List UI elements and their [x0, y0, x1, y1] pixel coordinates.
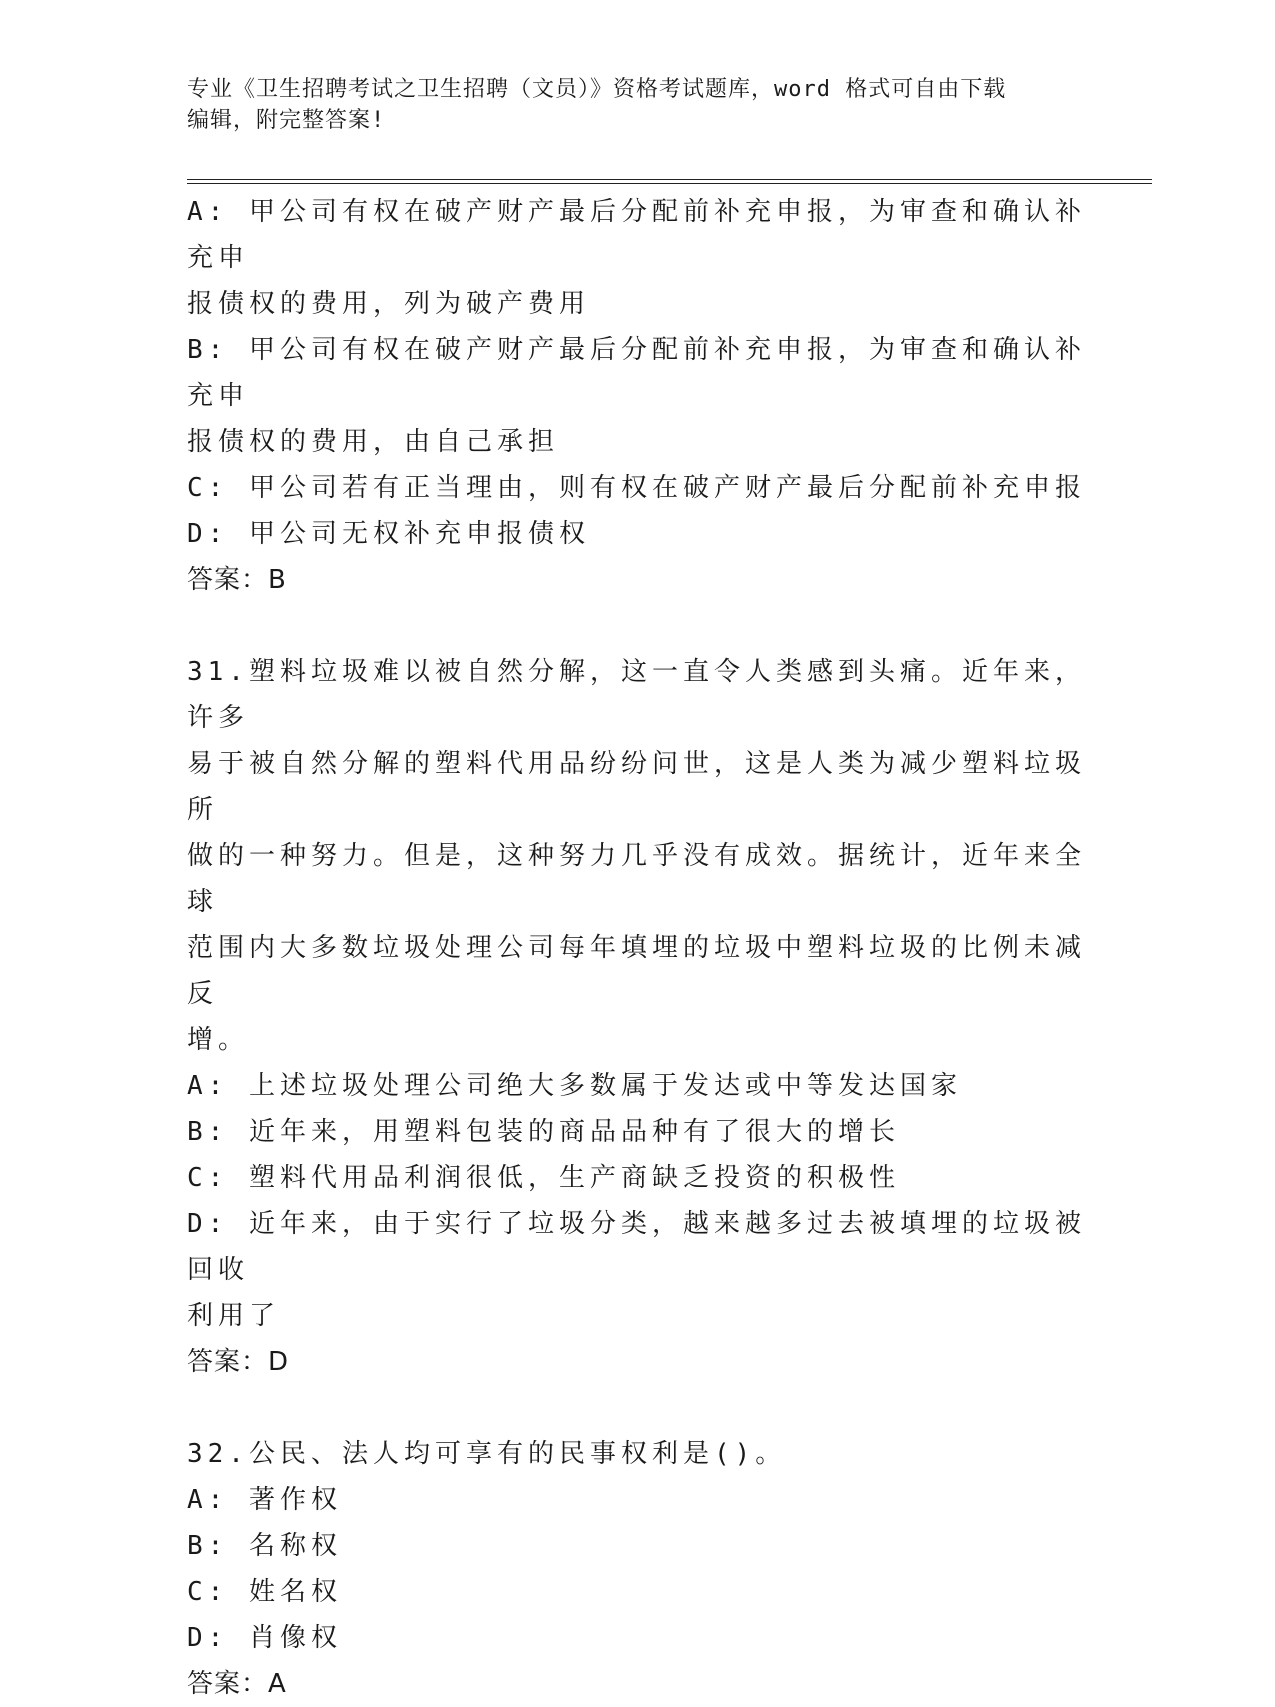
q31-option-d-line-2: 利用了 [187, 1301, 281, 1331]
question-spacer [187, 1385, 1087, 1431]
q31-stem-line-5: 增。 [187, 1025, 250, 1055]
q30-answer: 答案：B [187, 565, 287, 595]
q32-option-d: D: 肖像权 [187, 1623, 342, 1653]
q30-option-a-line-1: A: 甲公司有权在破产财产最后分配前补充申报，为审查和确认补充申 [187, 197, 1086, 273]
header-divider-bottom [187, 183, 1152, 184]
q32-stem: 32.公民、法人均可享有的民事权利是()。 [187, 1439, 787, 1469]
q30-option-b-line-1: B: 甲公司有权在破产财产最后分配前补充申报，为审查和确认补充申 [187, 335, 1086, 411]
q30-option-d: D: 甲公司无权补充申报债权 [187, 519, 590, 549]
q31-stem-line-3: 做的一种努力。但是，这种努力几乎没有成效。据统计，近年来全球 [187, 841, 1087, 917]
q32-option-a: A: 著作权 [187, 1485, 342, 1515]
q31-stem-line-2: 易于被自然分解的塑料代用品纷纷问世，这是人类为减少塑料垃圾所 [187, 749, 1087, 825]
q31-option-d-line-1: D: 近年来，由于实行了垃圾分类，越来越多过去被填埋的垃圾被回收 [187, 1209, 1086, 1285]
q31-option-a: A: 上述垃圾处理公司绝大多数属于发达或中等发达国家 [187, 1071, 962, 1101]
header-line-1: 专业《卫生招聘考试之卫生招聘（文员）》资格考试题库，word 格式可自由下载 [187, 77, 1007, 102]
q30-option-c: C: 甲公司若有正当理由，则有权在破产财产最后分配前补充申报 [187, 473, 1086, 503]
header-divider-top [187, 179, 1152, 180]
q31-option-b: B: 近年来，用塑料包装的商品品种有了很大的增长 [187, 1117, 900, 1147]
q30-option-a-line-2: 报债权的费用，列为破产费用 [187, 289, 591, 319]
q32-option-c: C: 姓名权 [187, 1577, 342, 1607]
q31-option-c: C: 塑料代用品利润很低，生产商缺乏投资的积极性 [187, 1163, 900, 1193]
document-header [187, 74, 1087, 136]
header-line-2: 编辑，附完整答案! [187, 108, 386, 133]
q32-answer: 答案：A [187, 1669, 287, 1699]
question-spacer [187, 603, 1087, 649]
q31-stem-line-4: 范围内大多数垃圾处理公司每年填埋的垃圾中塑料垃圾的比例未减反 [187, 933, 1087, 1009]
q31-stem-line-1: 31.塑料垃圾难以被自然分解，这一直令人类感到头痛。近年来，许多 [187, 657, 1086, 733]
q30-option-b-line-2: 报债权的费用，由自己承担 [187, 427, 560, 457]
document-body [187, 189, 1087, 1707]
q32-option-b: B: 名称权 [187, 1531, 342, 1561]
q31-answer: 答案：D [187, 1347, 290, 1377]
